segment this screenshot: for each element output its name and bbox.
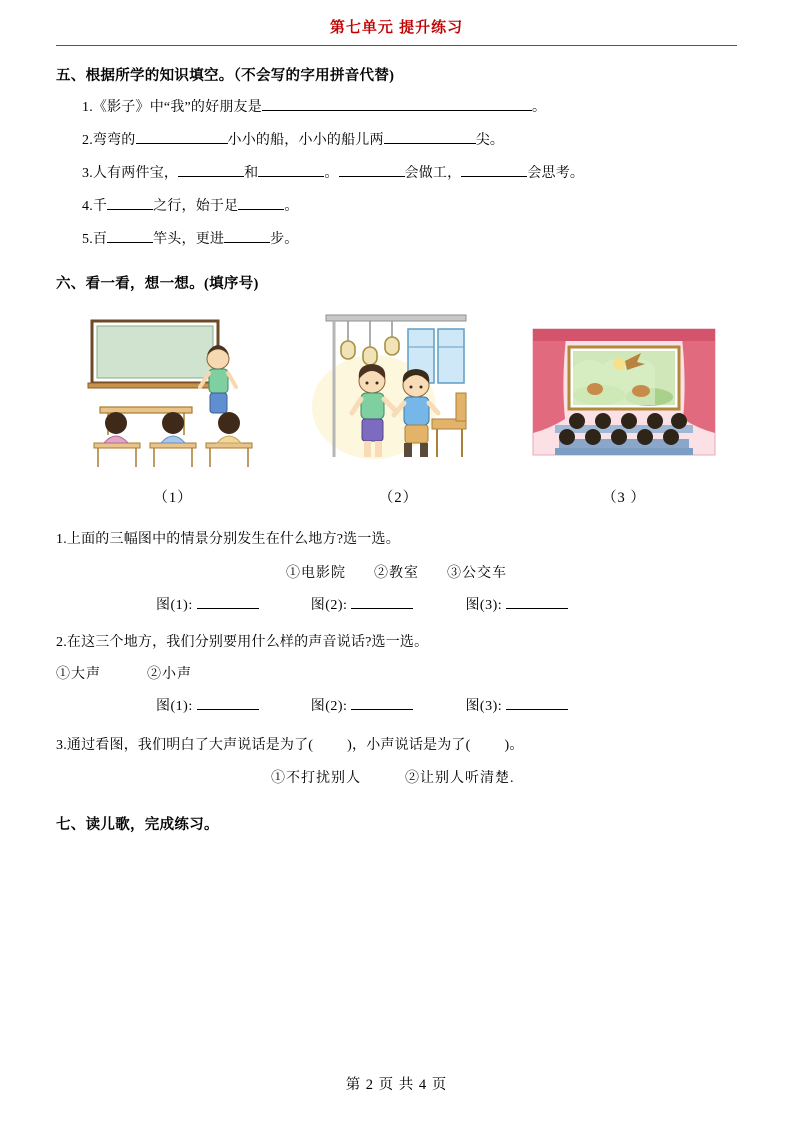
question-6-3-c: )。 (504, 738, 524, 753)
answer-blank[interactable] (351, 594, 413, 609)
answer-item (156, 594, 259, 614)
choice-1[interactable]: ①大声 (56, 667, 101, 682)
question-5-3-a: 3.人有两件宝， (82, 166, 179, 181)
page-header (56, 0, 737, 46)
question-6-1-choices (56, 562, 737, 582)
answer-label: 图(2): (310, 699, 348, 714)
answer-blank[interactable] (107, 195, 153, 210)
answer-blank[interactable] (384, 129, 476, 144)
choice-2[interactable]: ②小声 (147, 667, 192, 682)
answer-blank[interactable] (258, 162, 324, 177)
answer-blank[interactable] (224, 228, 270, 243)
choice-2[interactable]: ②让别人听清楚. (405, 771, 515, 786)
answer-blank[interactable] (262, 96, 532, 111)
question-6-3-b: )，小声说话是为了( (347, 738, 471, 753)
picture-caption-2: （2） (378, 490, 419, 506)
question-5-1 (82, 96, 737, 118)
header-divider (56, 45, 737, 46)
answer-blank[interactable] (351, 695, 413, 710)
answer-blank[interactable] (107, 228, 153, 243)
page-footer: 第 2 页 共 4 页 (345, 1077, 448, 1093)
answer-label: 图(1): (156, 699, 193, 714)
answer-blank[interactable] (136, 129, 228, 144)
answer-blank[interactable] (197, 594, 259, 609)
answer-blank[interactable] (506, 695, 568, 710)
question-5-3 (82, 162, 737, 184)
question-5-5-b: 竿头，更进 (153, 232, 225, 247)
question-5-2-b: 小小的船，小小的船儿两 (227, 133, 384, 148)
question-5-3-d: 会做工， (404, 166, 462, 181)
answer-item (311, 695, 414, 715)
question-6-3-choices (56, 767, 737, 787)
question-5-5 (82, 228, 737, 250)
question-5-4 (82, 195, 737, 217)
answer-item (465, 594, 568, 614)
picture-caption-3: （3 ） (602, 490, 646, 506)
question-5-4-a: 4.千 (82, 199, 108, 214)
choice-1[interactable]: ①电影院 (286, 566, 346, 581)
question-5-1-text: 1.《影子》中“我”的好朋友是 (82, 100, 262, 115)
picture-cell-1 (78, 307, 268, 507)
picture-caption-1: （1） (153, 490, 193, 506)
answer-blank[interactable] (178, 162, 244, 177)
choice-1[interactable]: ①不打扰别人 (271, 771, 361, 786)
question-5-3-e: 会思考。 (527, 166, 585, 181)
bus-illustration (304, 307, 494, 479)
question-5-4-b: 之行，始于足 (153, 199, 239, 214)
section-title-six: 六、看一看，想一想。(填序号) (56, 276, 259, 292)
question-6-2-choices (56, 663, 737, 683)
answer-blank[interactable] (461, 162, 527, 177)
cinema-illustration (529, 307, 719, 479)
question-5-5-a: 5.百 (82, 232, 108, 247)
answer-label: 图(2): (310, 598, 348, 613)
question-6-2-answers (56, 695, 737, 715)
question-5-4-c: 。 (284, 199, 299, 214)
answer-blank[interactable] (197, 695, 259, 710)
answer-item (465, 695, 568, 715)
question-5-2-a: 2.弯弯的 (82, 133, 136, 148)
answer-blank[interactable] (506, 594, 568, 609)
bracket-blank[interactable] (313, 735, 347, 749)
picture-cell-2 (304, 307, 494, 507)
section-title-seven: 七、读儿歌，完成练习。 (56, 817, 219, 833)
header-title: 第七单元 提升练习 (329, 19, 464, 36)
answer-label: 图(3): (465, 699, 503, 714)
answer-item (311, 594, 414, 614)
choice-3[interactable]: ③公交车 (447, 566, 507, 581)
question-6-3-a: 3.通过看图，我们明白了大声说话是为了( (56, 738, 314, 753)
question-6-2: 2.在这三个地方，我们分别要用什么样的声音说话?选一选。 (56, 635, 429, 650)
question-5-2-c: 尖。 (475, 133, 505, 148)
answer-blank[interactable] (339, 162, 405, 177)
bracket-blank[interactable] (471, 735, 505, 749)
answer-item (156, 695, 259, 715)
illustration-row (56, 307, 737, 507)
picture-cell-3 (529, 307, 719, 507)
answer-label: 图(3): (465, 598, 503, 613)
question-5-3-b: 和 (244, 166, 259, 181)
question-5-1-suffix: 。 (531, 100, 547, 115)
answer-label: 图(1): (156, 598, 193, 613)
question-6-3 (56, 735, 737, 756)
question-5-3-c: 。 (324, 166, 339, 181)
question-5-2 (82, 129, 737, 151)
question-6-1-answers (56, 594, 737, 614)
question-5-5-c: 步。 (270, 232, 299, 247)
classroom-illustration (78, 307, 268, 479)
choice-2[interactable]: ②教室 (374, 566, 419, 581)
answer-blank[interactable] (238, 195, 284, 210)
section-title-five: 五、根据所学的知识填空。（不会写的字用拼音代替) (56, 68, 395, 84)
question-6-1: 1.上面的三幅图中的情景分别发生在什么地方?选一选。 (56, 532, 400, 547)
